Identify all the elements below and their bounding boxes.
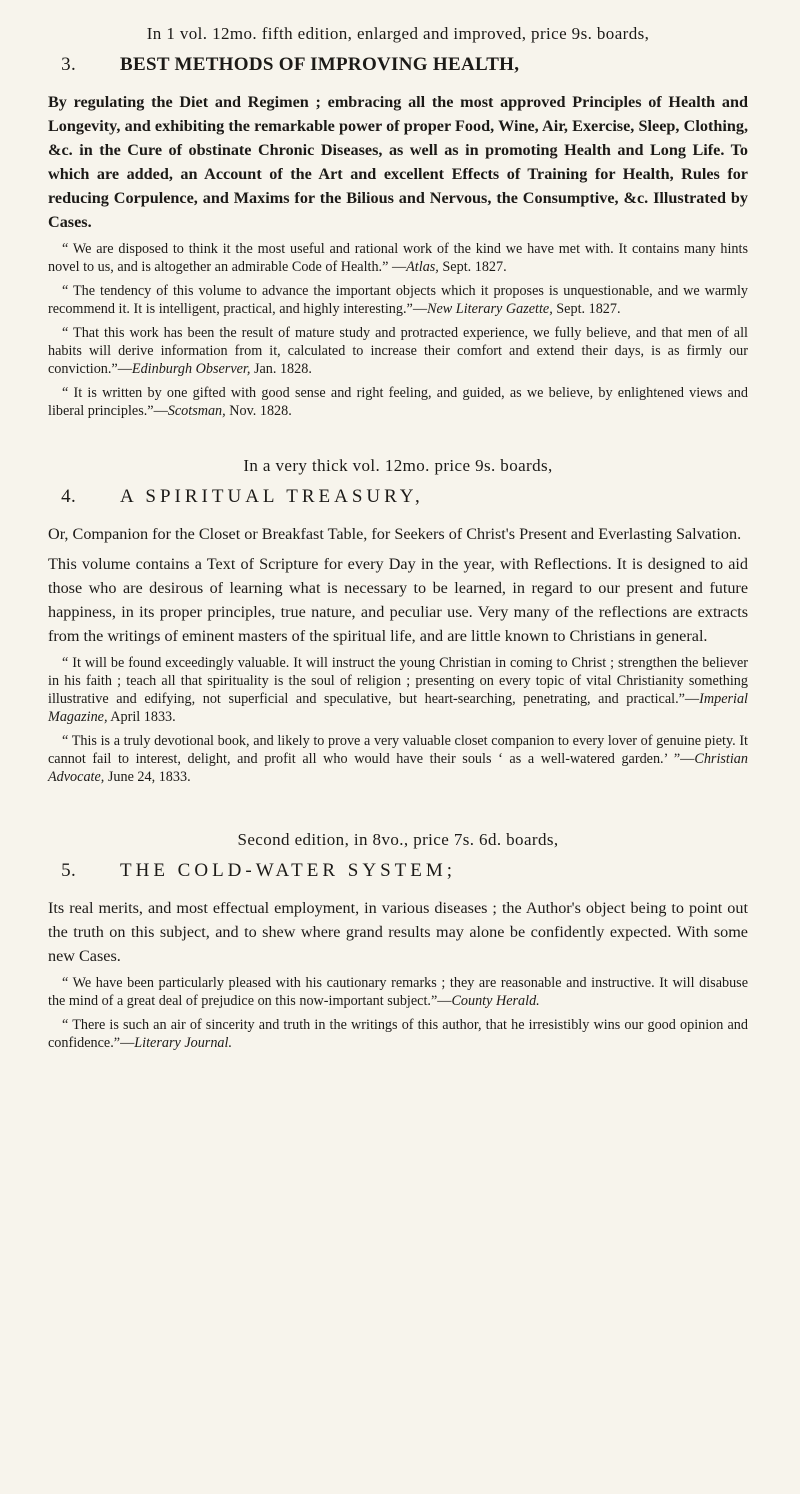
book-subtitle: Or, Companion for the Closet or Breakfast Table, for Seekers of Christ's Present and Everlasting Salvation.	[48, 525, 742, 543]
book-heading	[48, 860, 748, 882]
edition-line: In a very thick vol. 12mo. price 9s. boards,	[243, 456, 553, 475]
book-title: BEST METHODS OF IMPROVING HEALTH,	[120, 54, 520, 75]
edition-line: Second edition, in 8vo., price 7s. 6d. boards,	[237, 830, 559, 849]
book-entry-3	[48, 24, 748, 420]
entry-number: 4.	[61, 486, 76, 507]
review-quote: “ The tendency of this volume to advance the important objects which it proposes is unquestionable, and we warmly recommend it. It is intelligent, practical, and highly interesting.”—New Literary Gazette, Sept. 1827.	[48, 283, 748, 317]
book-description: Its real merits, and most effectual employment, in various diseases ; the Author's object being to point out the truth on this subject, and to shew where grand results may alone be confidently expected. With some new Cases.	[48, 899, 748, 965]
book-title: A SPIRITUAL TREASURY,	[120, 486, 424, 507]
review-quote: “ We have been particularly pleased with his cautionary remarks ; they are reasonable and instructive. It will disabuse the mind of a great deal of prejudice on this now-important subject.”—County Herald.	[48, 975, 748, 1009]
review-quote: “ There is such an air of sincerity and truth in the writings of this author, that he irresistibly wins our good opinion and confidence.”—Literary Journal.	[48, 1017, 748, 1051]
review-quote: “ We are disposed to think it the most useful and rational work of the kind we have met with. It contains many hints novel to us, and is altogether an admirable Code of Health.” —Atlas, Sept. 1827.	[48, 241, 748, 275]
entry-number: 5.	[61, 860, 76, 881]
book-description: By regulating the Diet and Regimen ; embracing all the most approved Principles of Health and Longevity, and exhibiting the remarkable power of proper Food, Wine, Air, Exercise, Sleep, Clothing, &c. in the Cure of obstinate Chronic Diseases, as well as in promoting Health and Long Life. To which are added, an Account of the Art and excellent Effects of Training for Health, Rules for reducing Corpulence, and Maxims for the Bilious and Nervous, the Consumptive, &c. Illustrated by Cases.	[48, 93, 748, 231]
review-quote: “ This is a truly devotional book, and likely to prove a very valuable closet companion to every lover of genuine piety. It cannot fail to interest, delight, and profit all who would have their souls ‘ as a well-watered garden.’ ”—Christian Advocate, June 24, 1833.	[48, 733, 748, 785]
book-title: THE COLD-WATER SYSTEM;	[120, 860, 457, 881]
edition-line: In 1 vol. 12mo. fifth edition, enlarged and improved, price 9s. boards,	[146, 24, 650, 43]
book-heading	[48, 486, 748, 508]
book-entry-4	[48, 456, 748, 786]
book-description: This volume contains a Text of Scripture for every Day in the year, with Reflections. It is designed to aid those who are desirous of learning what is necessary to be learned, in regard to our present and future happiness, in its proper principles, true nature, and peculiar use. Very many of the reflections are extracts from the writings of eminent masters of the spiritual life, and are little known to Christians in general.	[48, 555, 748, 645]
entry-number: 3.	[61, 54, 76, 75]
review-quote: “ It is written by one gifted with good sense and right feeling, and guided, as we believe, by enlightened views and liberal principles.”—Scotsman, Nov. 1828.	[48, 385, 748, 419]
book-heading	[48, 54, 748, 76]
review-quote: “ That this work has been the result of mature study and protracted experience, we fully believe, and that men of all habits will derive information from it, calculated to increase their comfort and extend their days, is as firmly our conviction.”—Edinburgh Observer, Jan. 1828.	[48, 325, 748, 377]
book-entry-5	[48, 830, 748, 1052]
review-quote: “ It will be found exceedingly valuable. It will instruct the young Christian in coming to Christ ; strengthen the believer in his faith ; teach all that spirituality is the soul of religion ; presenting on every topic of vital Christianity something illustrative and edifying, not superficial and speculative, but heart-searching, penetrating, and practical.”—Imperial Magazine, April 1833.	[48, 655, 748, 725]
